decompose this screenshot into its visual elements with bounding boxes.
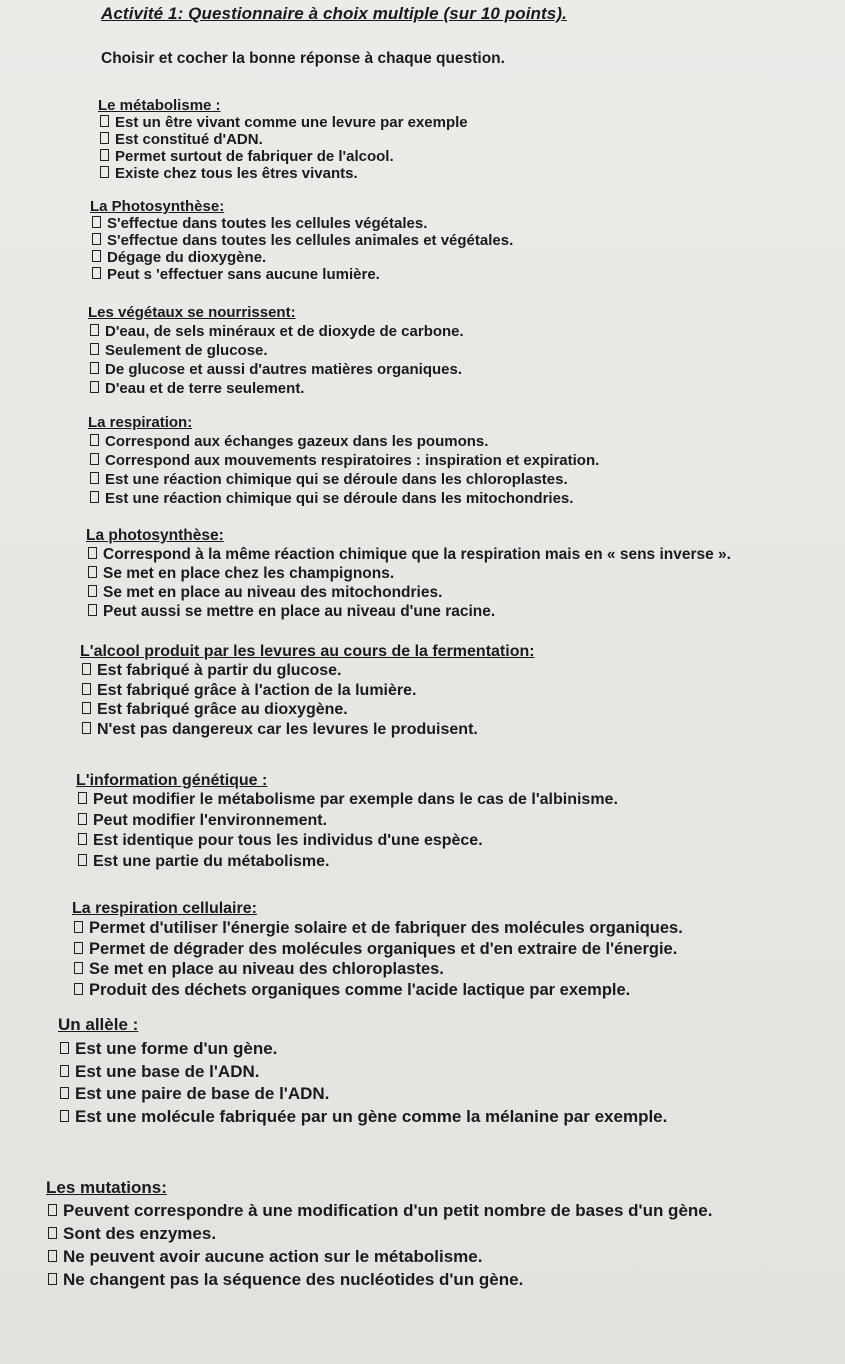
checkbox[interactable] <box>82 663 91 675</box>
checkbox[interactable] <box>78 813 87 825</box>
answer-option[interactable]: Se met en place chez les champignons. <box>86 564 731 583</box>
answer-option[interactable]: Est une forme d'un gène. <box>58 1038 667 1061</box>
checkbox[interactable] <box>60 1042 69 1054</box>
checkbox[interactable] <box>90 434 99 446</box>
checkbox[interactable] <box>92 250 101 262</box>
checkbox[interactable] <box>74 942 83 954</box>
answer-option[interactable]: Est fabriqué à partir du glucose. <box>80 661 535 681</box>
answer-option[interactable]: Peut modifier le métabolisme par exemple dans le cas de l'albinisme. <box>76 790 618 811</box>
checkbox[interactable] <box>88 585 97 597</box>
checkbox[interactable] <box>74 983 83 995</box>
answer-option[interactable]: D'eau et de terre seulement. <box>88 379 464 398</box>
answer-option[interactable]: Permet de dégrader des molécules organiques et d'en extraire de l'énergie. <box>72 939 683 960</box>
answer-option[interactable]: De glucose et aussi d'autres matières organiques. <box>88 360 464 379</box>
question-heading: La respiration cellulaire: <box>72 900 257 917</box>
checkbox[interactable] <box>74 962 83 974</box>
question-heading: Les végétaux se nourrissent: <box>88 304 296 321</box>
question-heading: Les mutations: <box>46 1178 167 1197</box>
answer-option[interactable]: Est constitué d'ADN. <box>98 131 468 148</box>
checkbox[interactable] <box>88 604 97 616</box>
answer-option[interactable]: Est une paire de base de l'ADN. <box>58 1083 667 1106</box>
checkbox[interactable] <box>78 792 87 804</box>
answer-option[interactable]: Est une molécule fabriquée par un gène comme la mélanine par exemple. <box>58 1106 667 1129</box>
answer-option[interactable]: Ne changent pas la séquence des nucléotides d'un gène. <box>46 1268 712 1291</box>
checkbox[interactable] <box>48 1250 57 1262</box>
answer-option[interactable]: Seulement de glucose. <box>88 341 464 360</box>
answer-option[interactable]: Se met en place au niveau des mitochondries. <box>86 583 731 602</box>
answer-option[interactable]: Est une base de l'ADN. <box>58 1061 667 1084</box>
instruction-text: Choisir et cocher la bonne réponse à chaque question. <box>101 50 505 67</box>
question-heading: L'information génétique : <box>76 772 268 789</box>
checkbox[interactable] <box>92 216 101 228</box>
checkbox[interactable] <box>90 491 99 503</box>
answer-option[interactable]: Est identique pour tous les individus d'une espèce. <box>76 831 618 852</box>
question-allele <box>58 1012 667 1128</box>
question-heading: Le métabolisme : <box>98 97 221 114</box>
checkbox[interactable] <box>48 1273 57 1285</box>
answer-option[interactable]: Produit des déchets organiques comme l'acide lactique par exemple. <box>72 980 683 1001</box>
checkbox[interactable] <box>78 833 87 845</box>
answer-option[interactable]: Est une partie du métabolisme. <box>76 852 618 873</box>
question-heading: La respiration: <box>88 414 193 431</box>
checkbox[interactable] <box>82 683 91 695</box>
answer-option[interactable]: Ne peuvent avoir aucune action sur le métabolisme. <box>46 1245 712 1268</box>
checkbox[interactable] <box>90 324 99 336</box>
checkbox[interactable] <box>92 233 101 245</box>
checkbox[interactable] <box>100 115 109 127</box>
checkbox[interactable] <box>74 921 83 933</box>
answer-option[interactable]: Se met en place au niveau des chloroplastes. <box>72 959 683 980</box>
question-heading: L'alcool produit par les levures au cours de la fermentation: <box>80 643 535 660</box>
checkbox[interactable] <box>82 702 91 714</box>
question-information-genetique <box>76 771 618 872</box>
checkbox[interactable] <box>82 722 91 734</box>
answer-option[interactable]: Peut s 'effectuer sans aucune lumière. <box>90 266 513 283</box>
checkbox[interactable] <box>88 566 97 578</box>
question-respiration-cellulaire <box>72 899 683 1000</box>
checkbox[interactable] <box>60 1065 69 1077</box>
question-mutations <box>46 1177 712 1291</box>
question-heading: La photosynthèse: <box>86 527 224 544</box>
answer-option[interactable]: Permet surtout de fabriquer de l'alcool. <box>98 148 468 165</box>
answer-option[interactable]: Peut aussi se mettre en place au niveau d'une racine. <box>86 602 731 621</box>
question-heading: Un allèle : <box>58 1015 139 1034</box>
checkbox[interactable] <box>90 453 99 465</box>
checkbox[interactable] <box>48 1227 57 1239</box>
question-photosynthese-2 <box>86 527 731 621</box>
question-respiration <box>88 413 599 508</box>
answer-option[interactable]: Est fabriqué grâce à l'action de la lumière. <box>80 681 535 701</box>
answer-option[interactable]: D'eau, de sels minéraux et de dioxyde de carbone. <box>88 322 464 341</box>
question-vegetaux <box>88 303 464 398</box>
checkbox[interactable] <box>90 472 99 484</box>
checkbox[interactable] <box>60 1110 69 1122</box>
answer-option[interactable]: Correspond aux mouvements respiratoires : inspiration et expiration. <box>88 451 599 470</box>
answer-option[interactable]: Existe chez tous les êtres vivants. <box>98 165 468 182</box>
question-photosynthese-1 <box>90 198 513 283</box>
answer-option[interactable]: Sont des enzymes. <box>46 1222 712 1245</box>
checkbox[interactable] <box>88 547 97 559</box>
answer-option[interactable]: S'effectue dans toutes les cellules végétales. <box>90 215 513 232</box>
checkbox[interactable] <box>60 1087 69 1099</box>
question-heading: La Photosynthèse: <box>90 198 225 215</box>
answer-option[interactable]: Peut modifier l'environnement. <box>76 811 618 832</box>
checkbox[interactable] <box>100 132 109 144</box>
checkbox[interactable] <box>92 267 101 279</box>
answer-option[interactable]: Correspond aux échanges gazeux dans les poumons. <box>88 432 599 451</box>
checkbox[interactable] <box>100 149 109 161</box>
answer-option[interactable]: Est une réaction chimique qui se déroule dans les chloroplastes. <box>88 470 599 489</box>
checkbox[interactable] <box>48 1204 57 1216</box>
checkbox[interactable] <box>78 854 87 866</box>
answer-option[interactable]: Peuvent correspondre à une modification d'un petit nombre de bases d'un gène. <box>46 1199 712 1222</box>
answer-option[interactable]: S'effectue dans toutes les cellules animales et végétales. <box>90 232 513 249</box>
answer-option[interactable]: Est une réaction chimique qui se déroule dans les mitochondries. <box>88 489 599 508</box>
answer-option[interactable]: Correspond à la même réaction chimique que la respiration mais en « sens inverse ». <box>86 545 731 564</box>
checkbox[interactable] <box>90 343 99 355</box>
checkbox[interactable] <box>90 362 99 374</box>
question-alcool <box>80 642 535 739</box>
checkbox[interactable] <box>100 166 109 178</box>
answer-option[interactable]: Est un être vivant comme une levure par exemple <box>98 114 468 131</box>
activity-title: Activité 1: Questionnaire à choix multiple (sur 10 points). <box>101 4 567 23</box>
answer-option[interactable]: N'est pas dangereux car les levures le produisent. <box>80 720 535 740</box>
answer-option[interactable]: Dégage du dioxygène. <box>90 249 513 266</box>
checkbox[interactable] <box>90 381 99 393</box>
answer-option[interactable]: Est fabriqué grâce au dioxygène. <box>80 700 535 720</box>
answer-option[interactable]: Permet d'utiliser l'énergie solaire et de fabriquer des molécules organiques. <box>72 918 683 939</box>
question-metabolisme <box>98 97 468 182</box>
